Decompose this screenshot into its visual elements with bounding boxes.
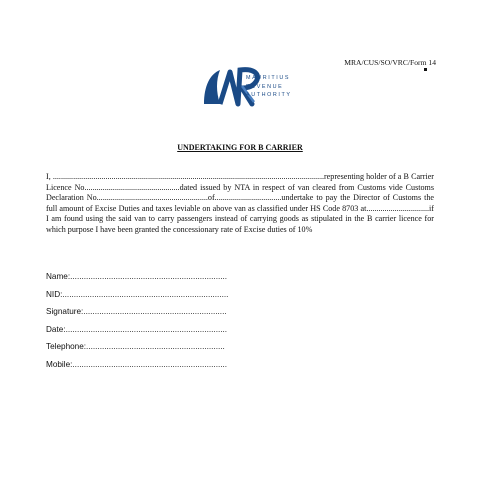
mobile-field[interactable]: Mobile:....................................................................	[46, 359, 228, 369]
logo-mark-m	[220, 72, 238, 104]
logo-line-2: REVENUE	[246, 83, 284, 90]
form-reference: MRA/CUS/SO/VRC/Form 14	[344, 58, 436, 67]
signature-field[interactable]: Signature:...............................................................	[46, 307, 227, 317]
undertaking-body: I, ......................................................................................................................................representing holder of a B Carrier Licence No...............................................dated issued by NTA in respect of van cleared from Customs vide Customs Declaration No.......................................................of.................................undertake to pay the Director of Customs the full amount of Excise Duties and taxes leviable on above van as classified under HS Code 8703 at...............................if I am found using the said van to carry passengers instead of carrying goods as stipulated in the B carrier licence for which purpose I have been granted the concessionary rate of Excise duties of 10%	[46, 172, 434, 234]
document-title: UNDERTAKING FOR B CARRIER	[177, 143, 303, 152]
date-field[interactable]: Date:.......................................................................	[46, 324, 228, 334]
nid-field[interactable]: NID:.........................................................................	[46, 289, 229, 299]
logo-line-1: MAURITIUS	[246, 75, 291, 81]
form-reference-mark	[424, 68, 427, 71]
signature-fields	[46, 272, 246, 378]
logo-wordmark	[246, 74, 292, 100]
logo-mark-left	[204, 70, 220, 104]
name-field[interactable]: Name:.....................................................................	[46, 272, 228, 281]
logo-line-3: AUTHORITY	[246, 92, 292, 99]
telephone-field[interactable]: Telephone:.............................................................	[46, 342, 225, 352]
